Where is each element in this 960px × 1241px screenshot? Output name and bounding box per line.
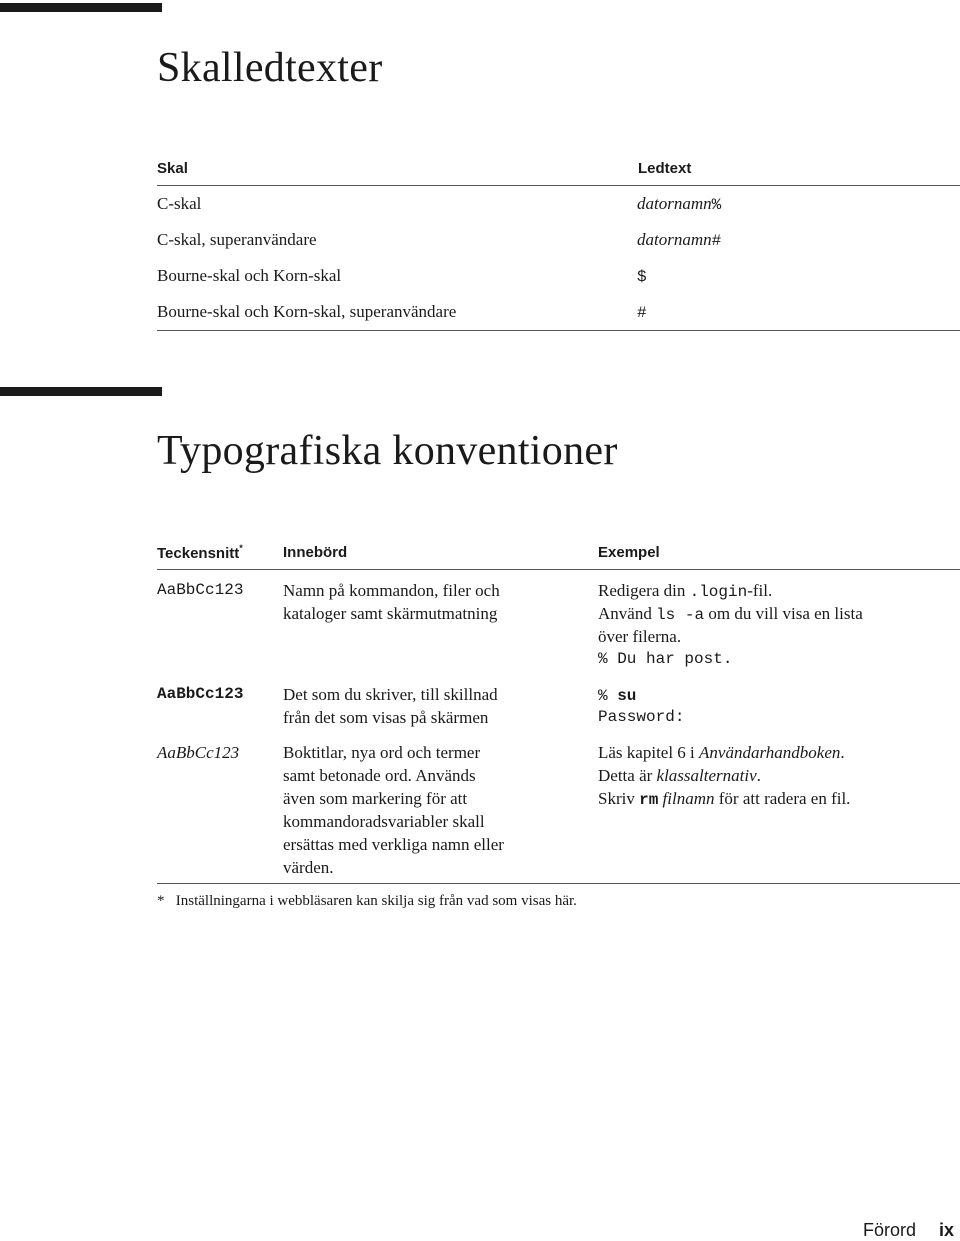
section-title-typografiska: Typografiska konventioner	[157, 428, 618, 474]
table-bottom-rule	[157, 883, 960, 884]
footnote	[157, 893, 577, 910]
example-text: Läs kapitel 6 i	[598, 743, 700, 762]
example-text: Skriv	[598, 789, 640, 808]
table-row	[157, 194, 201, 214]
shell-name: Bourne-skal och Korn-skal	[157, 266, 342, 285]
footer-page-number: ix	[939, 1220, 955, 1240]
meaning-line: ersättas med verkliga namn eller	[283, 835, 504, 854]
example-cell	[598, 683, 684, 729]
meaning-line: från det som visas på skärmen	[283, 708, 489, 727]
section-bar	[0, 387, 162, 396]
example-italic: filnamn	[658, 789, 715, 808]
footnote-marker: *	[157, 893, 165, 909]
example-code: %	[598, 687, 618, 705]
example-text: Redigera din	[598, 581, 690, 600]
meaning-line: kommandoradsvariabler skall	[283, 812, 485, 831]
column-header-meaning: Innebörd	[283, 544, 348, 561]
footer-section-name: Förord	[863, 1220, 917, 1240]
meaning-cell	[283, 579, 500, 625]
example-text: -fil.	[747, 581, 773, 600]
example-code: .login	[689, 583, 748, 601]
example-text: för att radera en fil.	[714, 789, 851, 808]
meaning-cell	[283, 683, 498, 729]
example-cell	[598, 579, 863, 671]
example-text: Använd	[598, 604, 657, 623]
meaning-line: Namn på kommandon, filer och	[283, 581, 500, 600]
example-line	[598, 787, 850, 810]
prompt-value	[637, 266, 647, 286]
section-bar	[0, 3, 162, 12]
example-line	[598, 579, 863, 602]
example-code-bold: su	[617, 687, 637, 705]
table-row	[157, 579, 243, 602]
example-text: Detta är	[598, 766, 657, 785]
example-italic: klassalternativ	[656, 766, 757, 785]
shell-name: Bourne-skal och Korn-skal, superanvändare	[157, 302, 457, 321]
example-italic: Användarhandboken	[699, 743, 841, 762]
example-text: om du vill visa en lista	[704, 604, 863, 623]
shell-name: C-skal, superanvändare	[157, 230, 317, 249]
font-sample-italic: AaBbCc123	[157, 743, 240, 762]
table-row	[157, 302, 456, 322]
footnote-marker: *	[239, 543, 243, 553]
prompt-name: datornamn	[637, 194, 712, 213]
prompt-symbol: %	[711, 196, 722, 214]
table-bottom-rule	[157, 330, 960, 331]
meaning-line: Det som du skriver, till skillnad	[283, 685, 498, 704]
example-code-line: Password:	[598, 708, 685, 726]
table-row	[157, 230, 317, 250]
example-line: över filerna.	[598, 627, 682, 646]
example-code-line: % Du har post.	[598, 650, 733, 668]
prompt-symbol: $	[637, 268, 647, 286]
meaning-cell	[283, 741, 504, 879]
prompt-symbol: #	[637, 304, 647, 322]
meaning-line: samt betonade ord. Används	[283, 766, 476, 785]
column-header-font	[157, 544, 243, 562]
header-rule	[157, 185, 960, 186]
table-row	[157, 741, 239, 764]
meaning-line: värden.	[283, 858, 334, 877]
prompt-value	[637, 230, 721, 250]
example-code-bold: rm	[639, 791, 659, 809]
section-title-skalledtexter: Skalledtexter	[157, 45, 383, 91]
shell-name: C-skal	[157, 194, 202, 213]
example-line	[598, 602, 863, 625]
column-header-prompt: Ledtext	[638, 160, 692, 177]
example-code: ls -a	[656, 606, 705, 624]
table-row	[157, 683, 243, 706]
column-header-shell: Skal	[157, 160, 188, 177]
column-header-example: Exempel	[598, 544, 660, 561]
prompt-value	[637, 302, 647, 322]
prompt-value	[637, 194, 721, 214]
column-header-font-label: Teckensnitt	[157, 545, 240, 562]
meaning-line: kataloger samt skärmutmatning	[283, 604, 498, 623]
prompt-symbol: #	[711, 232, 722, 250]
prompt-name: datornamn	[637, 230, 712, 249]
meaning-line: även som markering för att	[283, 789, 468, 808]
meaning-line: Boktitlar, nya ord och termer	[283, 743, 481, 762]
example-line	[598, 764, 850, 787]
example-text: .	[840, 743, 845, 762]
example-line	[598, 741, 850, 764]
header-rule	[157, 569, 960, 570]
example-text: .	[756, 766, 761, 785]
example-line	[598, 683, 684, 706]
table-row	[157, 266, 341, 286]
font-sample-monospace-bold: AaBbCc123	[157, 685, 244, 703]
footnote-text: Inställningarna i webbläsaren kan skilja sig från vad som visas här.	[175, 893, 577, 909]
example-cell	[598, 741, 850, 810]
font-sample-monospace: AaBbCc123	[157, 581, 244, 599]
